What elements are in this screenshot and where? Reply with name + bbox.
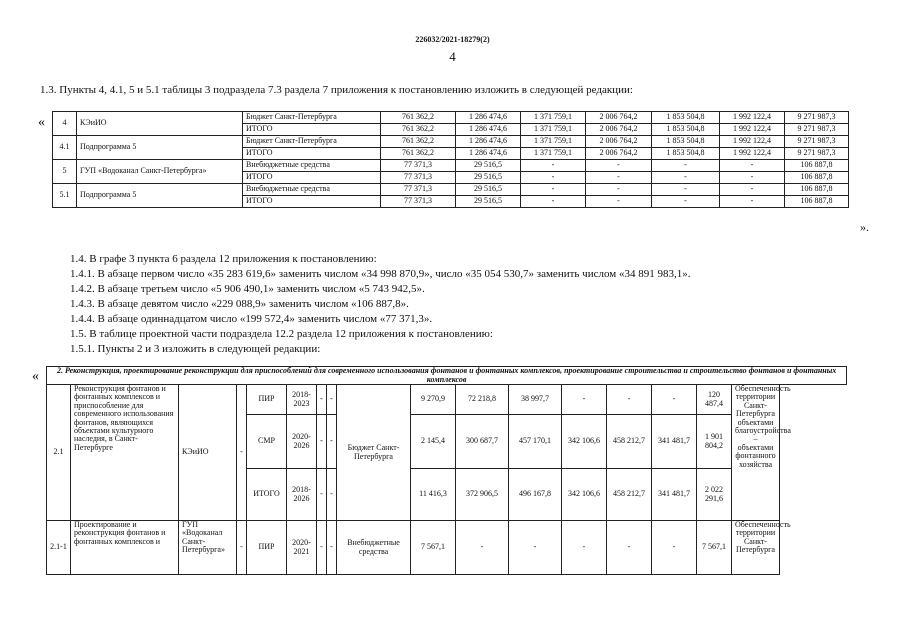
funding-source: Внебюджетные средства	[337, 521, 411, 575]
table-row	[53, 112, 849, 124]
row-2-1-1-number: 2.1-1	[47, 521, 71, 575]
value-cell: 77 371,3	[381, 160, 456, 172]
dash-cell: -	[327, 469, 337, 521]
table-row	[53, 160, 849, 172]
funding-source: ИТОГО	[243, 124, 381, 136]
value-cell: -	[562, 521, 607, 575]
value-cell: -	[562, 385, 607, 415]
value-cell: 106 887,8	[785, 160, 849, 172]
value-cell: 341 481,7	[652, 415, 697, 469]
row-number: 4	[53, 112, 77, 136]
goal-cell: Обеспеченность территории Санкт-Петербурга	[732, 521, 780, 575]
table-row	[53, 184, 849, 196]
value-cell: -	[586, 172, 652, 184]
value-cell: -	[509, 521, 562, 575]
value-cell: 342 106,6	[562, 469, 607, 521]
table-3-excerpt	[52, 111, 849, 208]
funding-source: ИТОГО	[243, 148, 381, 160]
value-cell: 1 371 759,1	[521, 148, 586, 160]
value-cell: 2 006 764,2	[586, 136, 652, 148]
value-cell: 300 687,7	[456, 415, 509, 469]
value-cell: -	[607, 385, 652, 415]
value-cell: 9 271 987,3	[785, 136, 849, 148]
value-cell: 106 887,8	[785, 196, 849, 208]
value-cell: 29 516,5	[456, 172, 521, 184]
value-cell: 29 516,5	[456, 184, 521, 196]
table-12-2-excerpt	[46, 366, 847, 575]
funding-source: ИТОГО	[243, 196, 381, 208]
value-cell: 1 853 504,8	[652, 136, 720, 148]
value-cell: -	[521, 160, 586, 172]
value-cell: 1 992 122,4	[720, 124, 785, 136]
value-cell: -	[720, 184, 785, 196]
years: 2020-2021	[287, 521, 317, 575]
open-quote-2: «	[32, 369, 39, 384]
value-cell: -	[720, 196, 785, 208]
value-cell: 761 362,2	[381, 136, 456, 148]
value-cell: 29 516,5	[456, 160, 521, 172]
value-cell: 342 106,6	[562, 415, 607, 469]
value-cell: -	[586, 184, 652, 196]
dash-cell: -	[317, 469, 327, 521]
value-cell: 38 997,7	[509, 385, 562, 415]
funding-source: Бюджет Санкт-Петербурга	[243, 136, 381, 148]
value-cell: -	[521, 184, 586, 196]
value-cell: -	[652, 172, 720, 184]
value-cell: 2 145,4	[411, 415, 456, 469]
value-cell: 458 212,7	[607, 415, 652, 469]
value-cell: 1 992 122,4	[720, 148, 785, 160]
years: 2018-2023	[287, 385, 317, 415]
value-cell: 496 167,8	[509, 469, 562, 521]
value-cell: -	[586, 160, 652, 172]
value-cell: 1 286 474,6	[456, 124, 521, 136]
funding-source: Внебюджетные средства	[243, 184, 381, 196]
value-cell: 1 992 122,4	[720, 112, 785, 124]
funding-source: Бюджет Санкт-Петербурга	[243, 112, 381, 124]
value-cell: 77 371,3	[381, 196, 456, 208]
value-cell: 1 286 474,6	[456, 148, 521, 160]
work-type: СМР	[247, 415, 287, 469]
value-cell: 11 416,3	[411, 469, 456, 521]
value-cell: -	[652, 184, 720, 196]
row-2-1-organization: КЭиИО	[179, 385, 237, 521]
work-type: ПИР	[247, 385, 287, 415]
value-cell: -	[720, 160, 785, 172]
paragraph-1-4-3: 1.4.3. В абзаце девятом число «229 088,9» заменить числом «106 887,8».	[70, 298, 409, 310]
paragraph-1-3: 1.3. Пункты 4, 4.1, 5 и 5.1 таблицы 3 подраздела 7.3 раздела 7 приложения к постановлению изложить в следующей редакции:	[40, 84, 633, 96]
paragraph-1-4-2: 1.4.2. В абзаце третьем число «5 906 490,1» заменить числом «5 743 942,5».	[70, 283, 425, 295]
funding-source: Внебюджетные средства	[243, 160, 381, 172]
value-cell: 1 853 504,8	[652, 112, 720, 124]
value-cell: 761 362,2	[381, 148, 456, 160]
dash-cell: -	[317, 385, 327, 415]
value-cell: 7 567,1	[411, 521, 456, 575]
value-cell: -	[586, 196, 652, 208]
funding-source: Бюджет Санкт-Петербурга	[337, 385, 411, 521]
years: 2018-2026	[287, 469, 317, 521]
value-cell: 457 170,1	[509, 415, 562, 469]
value-cell: 761 362,2	[381, 112, 456, 124]
value-cell: -	[652, 160, 720, 172]
row-2-1-1-organization: ГУП «Водоканал Санкт-Петербурга»	[179, 521, 237, 575]
table-row	[53, 136, 849, 148]
value-cell: -	[652, 521, 697, 575]
row-number: 5.1	[53, 184, 77, 208]
paragraph-1-4-1: 1.4.1. В абзаце первом число «35 283 619,6» заменить числом «34 998 870,9», число «35 054 530,7» заменить числом «34 891 983,1».	[70, 268, 691, 280]
value-cell: -	[607, 521, 652, 575]
paragraph-1-4: 1.4. В графе 3 пункта 6 раздела 12 приложения к постановлению:	[70, 253, 377, 265]
value-cell: 77 371,3	[381, 184, 456, 196]
value-cell: 1 371 759,1	[521, 136, 586, 148]
value-cell: 2 006 764,2	[586, 112, 652, 124]
dash-cell: -	[317, 415, 327, 469]
value-cell: 341 481,7	[652, 469, 697, 521]
value-cell: -	[456, 521, 509, 575]
years: 2020-2026	[287, 415, 317, 469]
close-quote-1: ».	[860, 220, 869, 234]
value-cell: 2 006 764,2	[586, 124, 652, 136]
value-cell: 72 218,8	[456, 385, 509, 415]
value-cell: 1 853 504,8	[652, 148, 720, 160]
value-cell: -	[720, 172, 785, 184]
value-cell: 1 371 759,1	[521, 112, 586, 124]
page-number: 4	[449, 49, 456, 64]
dash-cell: -	[327, 521, 337, 575]
value-cell: -	[652, 196, 720, 208]
dash-cell: -	[327, 415, 337, 469]
funding-source: ИТОГО	[243, 172, 381, 184]
value-cell: 2 006 764,2	[586, 148, 652, 160]
value-cell: -	[652, 385, 697, 415]
work-type: ИТОГО	[247, 469, 287, 521]
goal-cell: Обеспеченность территории Санкт-Петербурга объектами благоустройства – объектами фонтанного хозяйства	[732, 385, 780, 521]
value-cell: 77 371,3	[381, 172, 456, 184]
section-header: 2. Реконструкция, проектирование реконструкции для приспособлений для современного использования фонтанов и фонтанных комплексов, проектирование строительства и строительство фонтанов и фонтанных комплексов	[47, 367, 847, 385]
paragraph-1-4-4: 1.4.4. В абзаце одиннадцатом число «199 572,4» заменить числом «77 371,3».	[70, 313, 433, 325]
dash-cell: -	[327, 385, 337, 415]
row-2-1-1-dash: -	[237, 521, 247, 575]
value-cell: 106 887,8	[785, 184, 849, 196]
value-cell: 29 516,5	[456, 196, 521, 208]
value-cell: 9 271 987,3	[785, 148, 849, 160]
work-type: ПИР	[247, 521, 287, 575]
value-cell: 2 022 291,6	[697, 469, 732, 521]
dash-cell: -	[317, 521, 327, 575]
value-cell: 1 286 474,6	[456, 136, 521, 148]
row-name: КЭиИО	[77, 112, 243, 136]
value-cell: 1 371 759,1	[521, 124, 586, 136]
value-cell: 1 901 804,2	[697, 415, 732, 469]
row-2-1-number: 2.1	[47, 385, 71, 521]
row-number: 4.1	[53, 136, 77, 160]
value-cell: 1 853 504,8	[652, 124, 720, 136]
value-cell: 9 271 987,3	[785, 124, 849, 136]
row-name: Подпрограмма 5	[77, 136, 243, 160]
value-cell: 761 362,2	[381, 124, 456, 136]
value-cell: 120 487,4	[697, 385, 732, 415]
value-cell: 106 887,8	[785, 172, 849, 184]
row-2-1-description: Реконструкция фонтанов и фонтанных комплексов и приспособление для современного использования фонтанов, являющихся объектами культурного наследия, в Санкт-Петербурге	[71, 385, 179, 521]
value-cell: -	[521, 196, 586, 208]
open-quote-1: «	[38, 115, 45, 130]
row-number: 5	[53, 160, 77, 184]
row-name: ГУП «Водоканал Санкт-Петербурга»	[77, 160, 243, 184]
value-cell: 458 212,7	[607, 469, 652, 521]
value-cell: 1 992 122,4	[720, 136, 785, 148]
value-cell: 7 567,1	[697, 521, 732, 575]
row-2-1-1-description: Проектирование и реконструкция фонтанов и фонтанных комплексов и	[71, 521, 179, 575]
value-cell: 9 271 987,3	[785, 112, 849, 124]
row-2-1-dash: -	[237, 385, 247, 521]
value-cell: 1 286 474,6	[456, 112, 521, 124]
row-name: Подпрограмма 5	[77, 184, 243, 208]
value-cell: 372 906,5	[456, 469, 509, 521]
document-number: 226032/2021-18279(2)	[415, 35, 490, 44]
paragraph-1-5-1: 1.5.1. Пункты 2 и 3 изложить в следующей редакции:	[70, 343, 321, 355]
value-cell: 9 270,9	[411, 385, 456, 415]
value-cell: -	[521, 172, 586, 184]
paragraph-1-5: 1.5. В таблице проектной части подраздела 12.2 раздела 12 приложения к постановлению:	[70, 328, 493, 340]
